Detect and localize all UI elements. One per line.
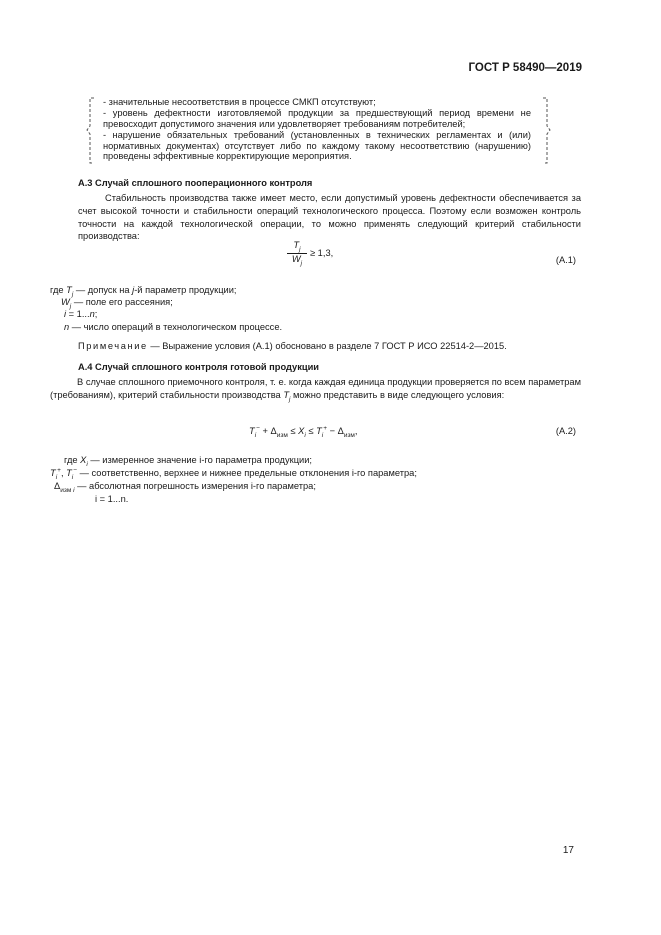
where-a3-line-2 <box>61 297 173 310</box>
where-symbol: T <box>66 285 72 295</box>
where-a3-line-3 <box>64 309 97 319</box>
where-a4-line-4: i = 1...n. <box>95 494 129 504</box>
where-italic: j <box>132 285 135 295</box>
bracketed-conditions <box>86 96 551 165</box>
where-text: — число операций в технологическом процессе. <box>69 322 283 332</box>
where-italic: n <box>89 309 95 319</box>
formula-a2-number: (А.2) <box>555 426 576 436</box>
paragraph-sub: j <box>289 395 291 403</box>
where-sub: j <box>69 302 72 310</box>
where-sub: j <box>71 290 74 298</box>
formula-a1-denominator-sub: j <box>300 259 303 267</box>
where-text: — допуск на <box>73 285 133 295</box>
document-code: ГОСТ Р 58490—2019 <box>468 62 582 74</box>
formula-a1-numerator: T <box>293 240 300 250</box>
where-a4-text-3: — абсолютная погрешность измерения i-го параметра; <box>77 481 316 491</box>
section-a4-heading: А.4 Случай сплошного контроля готовой продукции <box>78 362 320 372</box>
section-a4-paragraph <box>50 376 581 406</box>
where-a4-line-1: где $X_i$ — измеренное значение i-го параметра продукции; <box>64 455 312 468</box>
where-text: = 1... <box>66 309 90 319</box>
condition-item-2: - уровень дефектности изготовляемой продукции за предшествующий период времени не превосходит допустимого значения или удовлетворяет требованиям потребителей; <box>103 108 531 129</box>
paragraph-end: можно представить в виде следующего условия: <box>290 389 505 400</box>
formula-a1-rhs: ≥ 1,3, <box>310 248 334 258</box>
where-lead: где <box>50 285 67 295</box>
where-a4-text-2: — соответственно, верхнее и нижнее предельные отклонения i-го параметра; <box>79 468 417 479</box>
note-label: Примечание <box>78 341 148 351</box>
condition-item-1: - значительные несоответствия в процессе СМКП отсутствуют; <box>103 97 376 107</box>
where-rest: -й параметр продукции; <box>134 285 237 295</box>
where-rest: ; <box>94 309 98 319</box>
where-a3-line-1 <box>50 285 237 298</box>
note-text: — Выражение условия (А.1) обосновано в разделе 7 ГОСТ Р ИСО 22514-2—2015. <box>150 341 507 351</box>
where-symbol: W <box>61 297 70 307</box>
where-a3-line-4 <box>64 322 282 332</box>
formula-a1-number: (А.1) <box>555 255 576 265</box>
page-number: 17 <box>562 845 574 856</box>
section-a3-paragraph: Стабильность производства также имеет место, если допустимый уровень дефектности обеспечивается за счет высокой точности и стабильности операций технологического процесса. Поэтому если возможен контроль точности на каждой технологической операции, то можно применять следующий критерий стабильности производства: <box>78 193 581 242</box>
formula-a1-numerator-sub: j <box>299 245 301 253</box>
formula-a1-denominator: W <box>291 253 301 264</box>
paragraph-symbol: T <box>283 389 289 400</box>
where-a4-line-3: $\Delta_{изм i}$ — абсолютная погрешность измерения i-го параметра; <box>54 481 316 494</box>
condition-item-3: - нарушение обязательных требований (установленных в технических регламентах и (или) нормативных документах) отсутствует либо по каждому такому несоответствию (нарушению) проведены эффективные корректирующие мероприятия. <box>103 130 531 162</box>
where-a4-line-2: $T_i^+$, $T_i^-$ — соответственно, верхнее и нижнее предельные отклонения i-го параметра; <box>50 467 417 481</box>
where-symbol: i <box>64 309 67 319</box>
where-symbol: n <box>64 322 70 332</box>
formula-a1-fraction <box>287 240 307 267</box>
paragraph-start: В случае сплошного приемочного контроля, т. е. когда каждая единица продукции проверяется по всем параметрам (требованиям), критерий стабильности производства <box>50 377 581 400</box>
formula-a2: $T_i^- + \Delta_{изм} \le X_i \le T_i^+ - \Delta_{изм}$, <box>249 425 358 439</box>
section-a3-heading: А.3 Случай сплошного пооперационного контроля <box>78 178 313 188</box>
where-a4-text-1: — измеренное значение i-го параметра продукции; <box>90 455 312 465</box>
note-a3 <box>78 341 507 351</box>
where-text: — поле его рассеяния; <box>71 297 173 307</box>
